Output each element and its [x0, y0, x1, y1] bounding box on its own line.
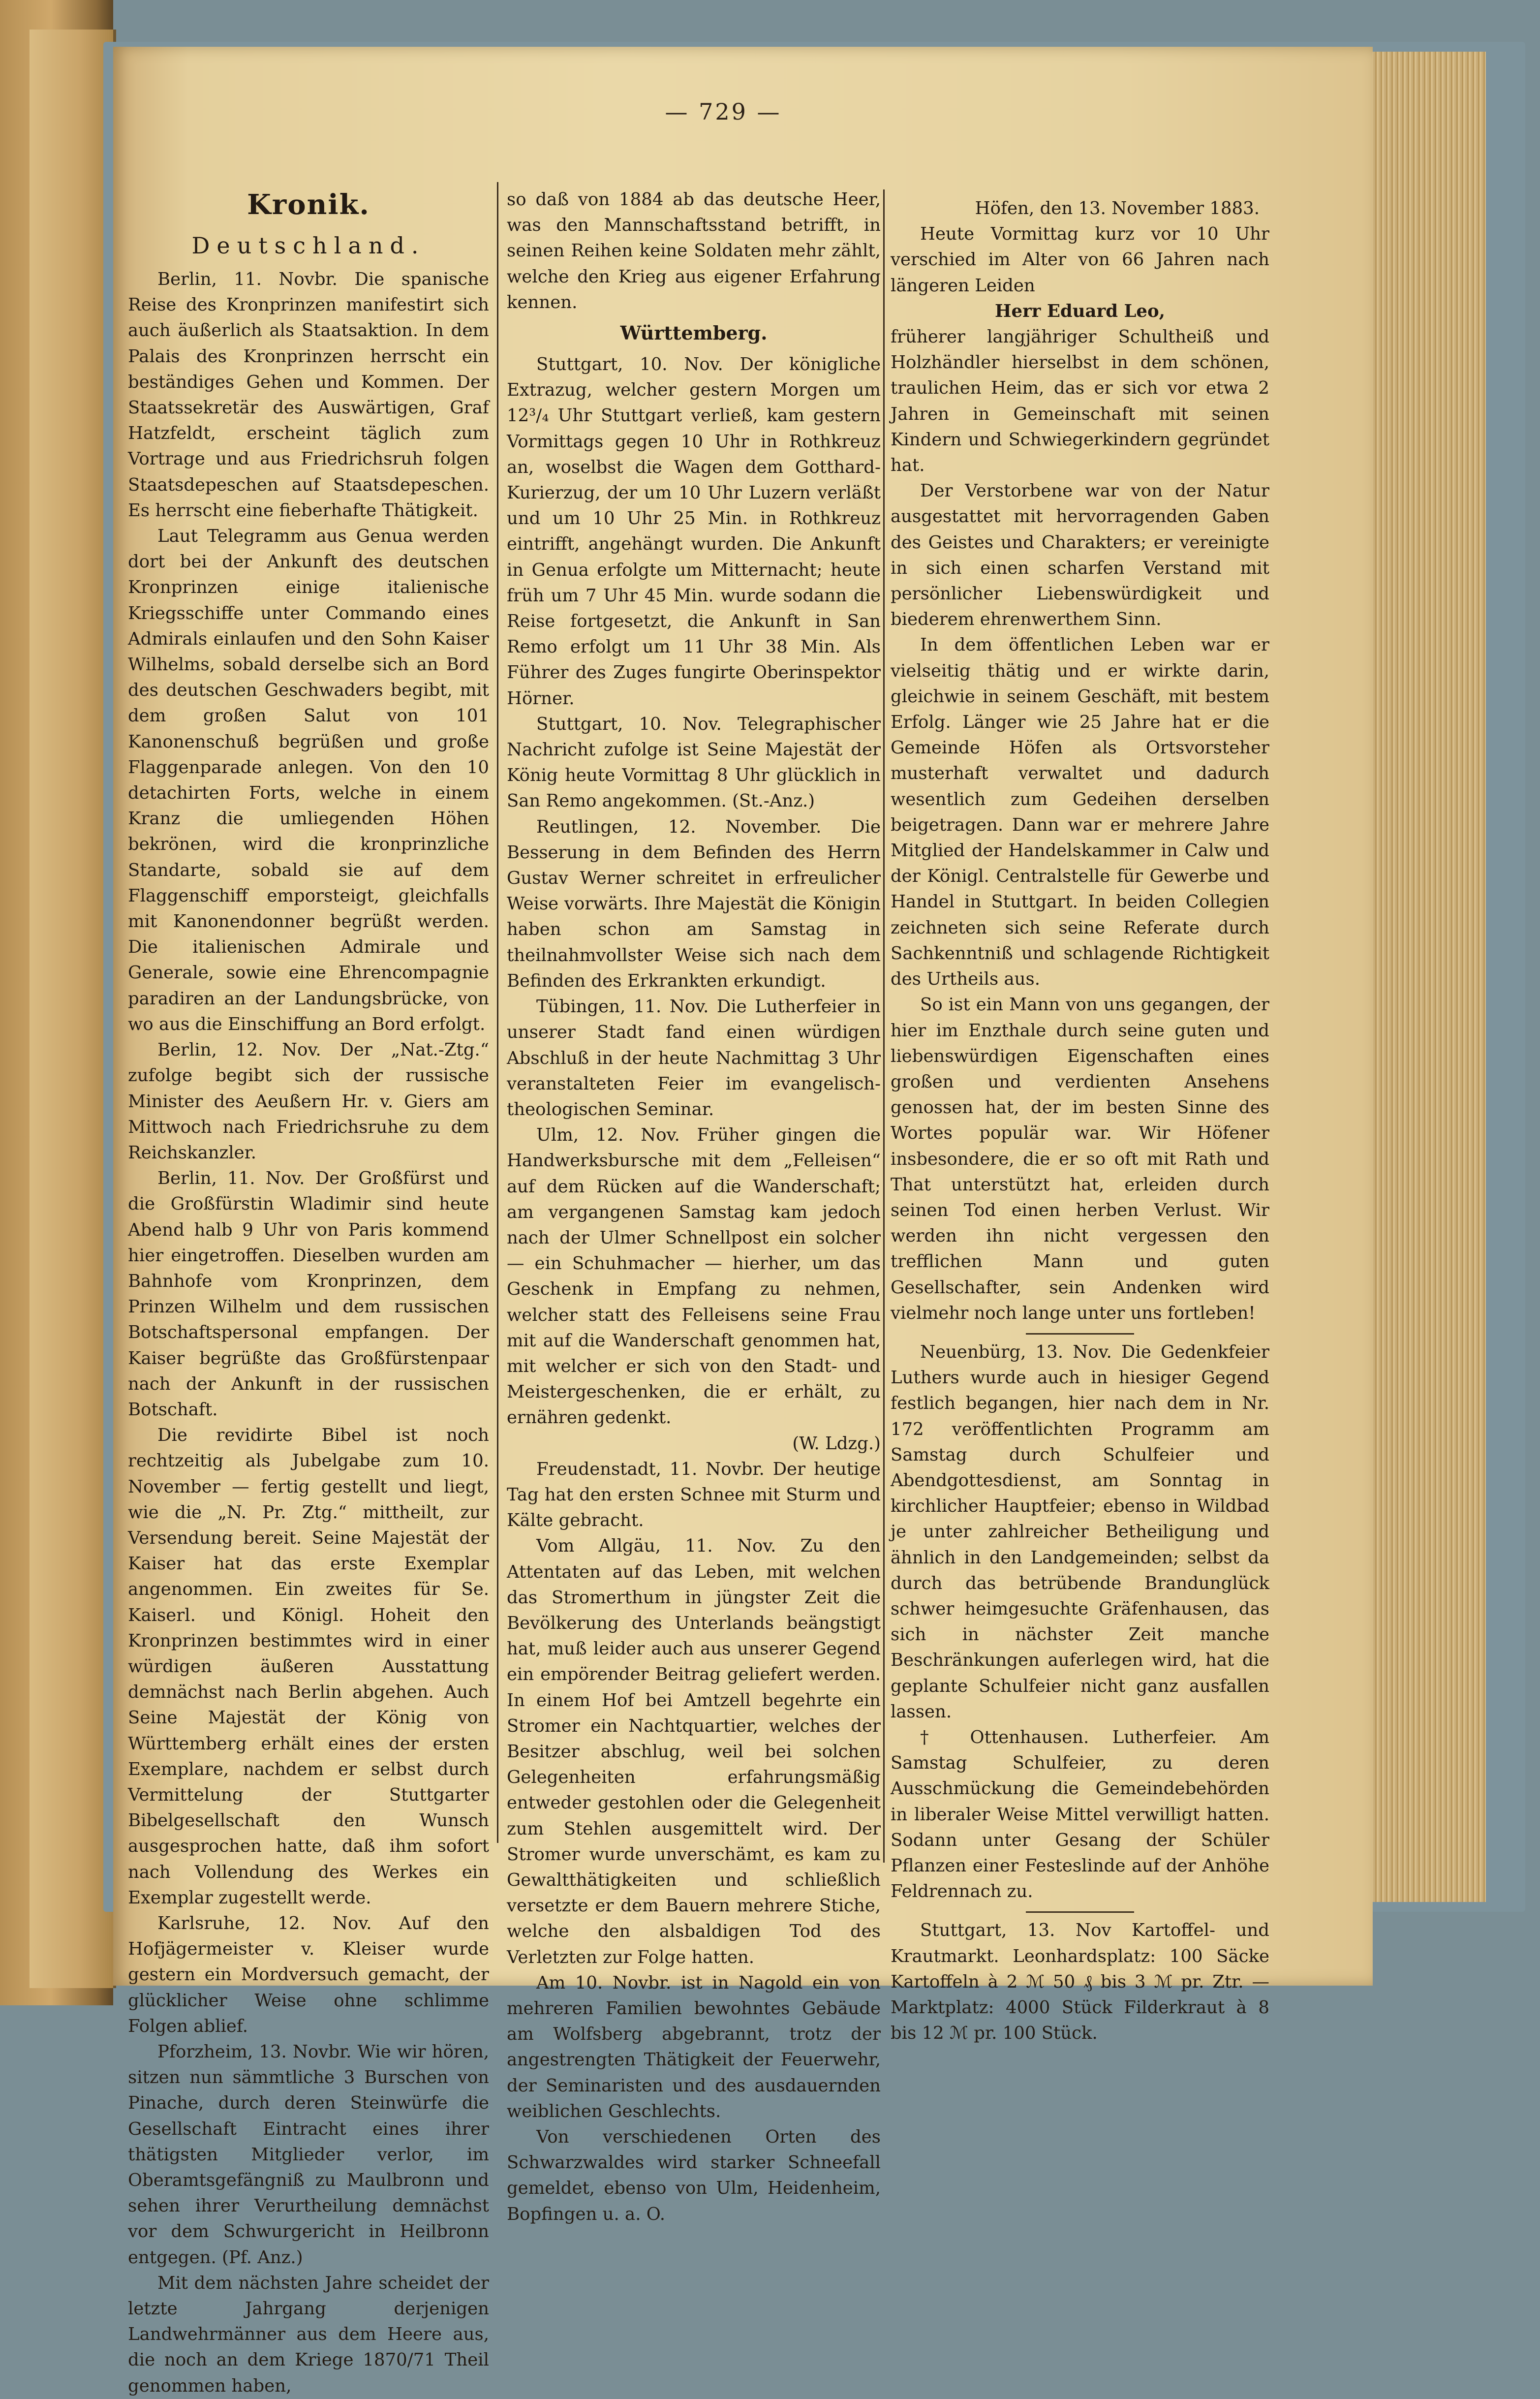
market-report: Stuttgart, 13. Nov Kartoffel- und Krautmarkt. Leonhardsplatz: 100 Säcke Kartoffeln à 2 ℳ 50 ₰ bis 3 ℳ pr. Ztr. — Marktplatz: 4000 Stück Filderkraut à 8 bis 12 ℳ pr. 100 Stück. [891, 1920, 1269, 2044]
obituary-paragraph: In dem öffentlichen Leben war er vielseitig thätig und er wirkte darin, gleichwie in seinem Geschäft, mit bestem Erfolg. Länger wie 25 Jahre hat er die Gemeinde Höfen als Ortsvorsteher musterhaft verwaltet und dadurch wesentlich zum Gedeihen derselben beigetragen. Dann war er mehrere Jahre Mitglied der Handelskammer in Calw und der Königl. Centralstelle für Gewerbe und Handel in Stuttgart. In beiden Collegien zeichneten sich seine Referate durch Sachkenntniß und schlagende Richtigkeit des Urtheils aus. [891, 635, 1269, 990]
source-citation: (W. Ldzg.) [792, 1433, 881, 1454]
obituary-paragraph: früherer langjähriger Schultheiß und Holzhändler hierselbst in dem schönen, traulichen Heim, das er sich vor etwa 2 Jahren in Gemeinschaft mit seinen Kindern und Schwiegerkindern gegründet hat. [891, 327, 1269, 476]
article-paragraph: Von verschiedenen Orten des Schwarzwaldes wird starker Schneefall gemeldet, ebenso von Ulm, Heidenheim, Bopfingen u. a. O. [507, 2127, 881, 2224]
article-paragraph: Neuenbürg, 13. Nov. Die Gedenkfeier Luthers wurde auch in hiesiger Gegend festlich begangen, hier nach dem in Nr. 172 veröffentlichten Programm am Samstag durch Schulfeier und Abendgottesdienst, am Sonntag in kirchlicher Hauptfeier; ebenso in Wildbad je unter zahlreicher Betheiligung und ähnlich in den Landgemeinden; selbst da durch das betrübende Brandunglück schwer heimgesuchte Gräfenhausen, das sich in nächster Zeit manche Beschränkungen auferlegen wird, hat die geplante Schulfeier nicht ganz ausfallen lassen. [891, 1341, 1269, 1722]
article-paragraph: Laut Telegramm aus Genua werden dort bei der Ankunft des deutschen Kronprinzen einige italienische Kriegsschiffe unter Commando eines Admirals einlaufen und den Sohn Kaiser Wilhelms, sobald derselbe sich an Bord des deutschen Geschwaders begibt, mit dem großen Salut von 101 Kanonenschuß begrüßen und große Flaggenparade anlegen. Von den 10 detachirten Forts, welche in einem Kranz die umliegenden Höhen bekrönen, wird die kronprinzliche Standarte, sobald sie auf dem Flaggenschiff emporsteigt, gleichfalls mit Kanonendonner begrüßt werden. Die italienischen Admirale und Generale, sowie eine Ehrencompagnie paradiren an der Landungsbrücke, von wo aus die Einschiffung an Bord erfolgt. [128, 526, 489, 1034]
article-paragraph: Berlin, 11. Novbr. Die spanische Reise des Kronprinzen manifestirt sich auch äußerlich als Staatsaktion. In dem Palais des Kronprinzen herrscht ein beständiges Gehen und Kommen. Der Staatssekretär des Auswärtigen, Graf Hatzfeldt, erscheint täglich zum Vortrage und aus Friedrichsruh folgen Staatsdepeschen auf Staatsdepeschen. Es herrscht eine fieberhafte Thätigkeit. [128, 269, 489, 521]
obituary-paragraph: Der Verstorbene war von der Natur ausgestattet mit hervorragenden Gaben des Geistes und Charakters; er vereinigte in sich einen scharfen Verstand mit persönlicher Liebenswürdigkeit und biederem ehrenwerthem Sinn. [891, 481, 1269, 630]
section-subheading: Deutschland. [191, 232, 426, 259]
article-paragraph: Stuttgart, 10. Nov. Telegraphischer Nachricht zufolge ist Seine Majestät der König heute Vormittag 8 Uhr glücklich in San Remo angekommen. (St.-Anz.) [507, 714, 881, 811]
obituary-dateline: Höfen, den 13. November 1883. [975, 198, 1260, 218]
article-paragraph: Stuttgart, 10. Nov. Der königliche Extrazug, welcher gestern Morgen um 12³/₄ Uhr Stuttgart verließ, kam gestern Vormittags gegen 10 Uhr in Rothkreuz an, woselbst die Wagen dem Gotthard-Kurierzug, der um 10 Uhr Luzern verläßt und um 10 Uhr 25 Min. in Rothkreuz eintrifft, angehängt wurden. Die Ankunft in Genua erfolgte um Mitternacht; heute früh um 7 Uhr 45 Min. wurde sodann die Reise fortgesetzt, die Ankunft in San Remo erfolgt um 11 Uhr 38 Min. Als Führer des Zuges fungirte Oberinspektor Hörner. [507, 354, 881, 709]
column-right [891, 196, 1269, 2044]
article-paragraph: Berlin, 12. Nov. Der „Nat.-Ztg.“ zufolge begibt sich der russische Minister des Aeußern Hr. v. Giers am Mittwoch nach Friedrichsruhe zu dem Reichskanzler. [128, 1040, 489, 1163]
separator-rule [1026, 1911, 1134, 1913]
column-middle [507, 187, 881, 2224]
article-paragraph: Am 10. Novbr. ist in Nagold ein von mehreren Familien bewohntes Gebäude am Wolfsberg abgebrannt, trotz der angestrengten Thätigkeit der Feuerwehr, der Seminaristen und des ausdauernden weiblichen Geschlechts. [507, 1972, 881, 2121]
article-paragraph: Vom Allgäu, 11. Nov. Zu den Attentaten auf das Leben, mit welchen das Stromerthum in jüngster Zeit die Bevölkerung des Unterlands beängstigt hat, muß leider auch aus unserer Gegend ein empörender Beitrag geliefert werden. In einem Hof bei Amtzell begehrte ein Stromer ein Nachtquartier, welches der Besitzer abschlug, weil bei solchen Gelegenheiten erfahrungsmäßig entweder gestohlen oder die Gelegenheit zum Stehlen ausgemittelt wird. Der Stromer wurde unverschämt, es kam zu Gewaltthätigkeiten und schließlich versetzte er dem Bauern mehrere Stiche, welche den alsbaldigen Tod des Verletzten zur Folge hatten. [507, 1536, 881, 1967]
column-divider [883, 189, 885, 1863]
article-paragraph: so daß von 1884 ab das deutsche Heer, was den Mannschaftsstand betrifft, in seinen Reihen keine Soldaten mehr zählt, welche den Krieg aus eigener Erfahrung kennen. [507, 189, 881, 312]
article-paragraph: Die revidirte Bibel ist noch rechtzeitig als Jubelgabe zum 10. November — fertig gestellt und liegt, wie die „N. Pr. Ztg.“ mittheilt, zur Versendung bereit. Seine Majestät der Kaiser hat das erste Exemplar angenommen. Ein zweites für Se. Kaiserl. und Königl. Hoheit den Kronprinzen bestimmtes wird in einer würdigen äußeren Ausstattung demnächst nach Berlin abgehen. Auch Seine Majestät der König von Württemberg erhält eines der ersten Exemplare, nachdem er selbst durch Vermittelung der Stuttgarter Bibelgesellschaft den Wunsch ausgesprochen hatte, daß ihm sofort nach Vollendung des Werkes ein Exemplar zugestellt werde. [128, 1425, 489, 1908]
section-heading: Württemberg. [620, 322, 768, 344]
obituary-name: Herr Eduard Leo, [994, 301, 1166, 321]
section-heading: Kronik. [247, 188, 370, 221]
obituary-paragraph: Heute Vormittag kurz vor 10 Uhr verschied im Alter von 66 Jahren nach längeren Leiden [891, 224, 1269, 296]
obituary-paragraph: So ist ein Mann von uns gegangen, der hier im Enzthale durch seine guten und liebenswürdigen Eigenschaften eines großen und verdienten Ansehens genossen hat, der im besten Sinne des Wortes populär war. Wir Höfener insbesondere, die er so oft mit Rath und That unterstützt hat, erleiden durch seinen Tod einen herben Verlust. Wir werden ihn nicht vergessen den trefflichen Mann und guten Gesellschafter, sein Andenken wird vielmehr noch lange unter uns fortleben! [891, 995, 1269, 1323]
article-paragraph: Reutlingen, 12. November. Die Besserung in dem Befinden des Herrn Gustav Werner schreitet in erfreulicher Weise vorwärts. Ihre Majestät die Königin haben schon am Samstag in theilnahmvollster Weise sich nach dem Befinden des Erkrankten erkundigt. [507, 816, 881, 991]
separator-rule [1026, 1333, 1134, 1335]
article-paragraph: Freudenstadt, 11. Novbr. Der heutige Tag hat den ersten Schnee mit Sturm und Kälte gebracht. [507, 1459, 881, 1531]
column-left [128, 182, 489, 2396]
page-number: — 729 — [665, 98, 782, 125]
article-paragraph: Pforzheim, 13. Novbr. Wie wir hören, sitzen nun sämmtliche 3 Burschen von Pinache, durch deren Steinwürfe die Gesellschaft Eintracht eines ihrer thätigsten Mitglieder verlor, im Oberamtsgefängniß zu Maulbronn und sehen ihrer Verurtheilung demnächst vor dem Schwurgericht in Heilbronn entgegen. (Pf. Anz.) [128, 2042, 489, 2268]
article-paragraph: Tübingen, 11. Nov. Die Lutherfeier in unserer Stadt fand einen würdigen Abschluß in der heute Nachmittag 3 Uhr veranstalteten Feier im evangelisch-theologischen Seminar. [507, 997, 881, 1120]
article-paragraph: Mit dem nächsten Jahre scheidet der letzte Jahrgang derjenigen Landwehrmänner aus dem Heere aus, die noch an dem Kriege 1870/71 Theil genommen haben, [128, 2273, 489, 2396]
article-paragraph: Karlsruhe, 12. Nov. Auf den Hofjägermeister v. Kleiser wurde gestern ein Mordversuch gemacht, der glücklicher Weise ohne schlimme Folgen ablief. [128, 1913, 489, 2036]
article-paragraph: Ulm, 12. Nov. Früher gingen die Handwerksbursche mit dem „Felleisen“ auf dem Rücken auf die Wanderschaft; am vergangenen Samstag kam jedoch nach der Ulmer Schnellpost ein solcher — ein Schuhmacher — hierher, um das Geschenk in Empfang zu nehmen, welcher statt des Felleisens seine Frau mit auf die Wanderschaft genommen hat, mit welcher er sich von den Stadt- und Meistergeschenken, die er erhält, zu ernähren gedenkt. [507, 1125, 881, 1428]
column-divider [497, 182, 498, 1843]
page-stack-edge [1368, 52, 1486, 1902]
article-paragraph: Berlin, 11. Nov. Der Großfürst und die Großfürstin Wladimir sind heute Abend halb 9 Uhr von Paris kommend hier eingetroffen. Dieselben wurden am Bahnhofe vom Kronprinzen, dem Prinzen Wilhelm und dem russischen Botschaftspersonal empfangen. Der Kaiser begrüßte das Großfürstenpaar nach der Ankunft in der russischen Botschaft. [128, 1168, 489, 1420]
article-paragraph: † Ottenhausen. Lutherfeier. Am Samstag Schulfeier, zu deren Ausschmückung die Gemeindebehörden in liberaler Weise Mittel verwilligt hatten. Sodann unter Gesang der Schüler Pflanzen einer Festeslinde auf der Anhöhe Feldrennach zu. [891, 1727, 1269, 1902]
